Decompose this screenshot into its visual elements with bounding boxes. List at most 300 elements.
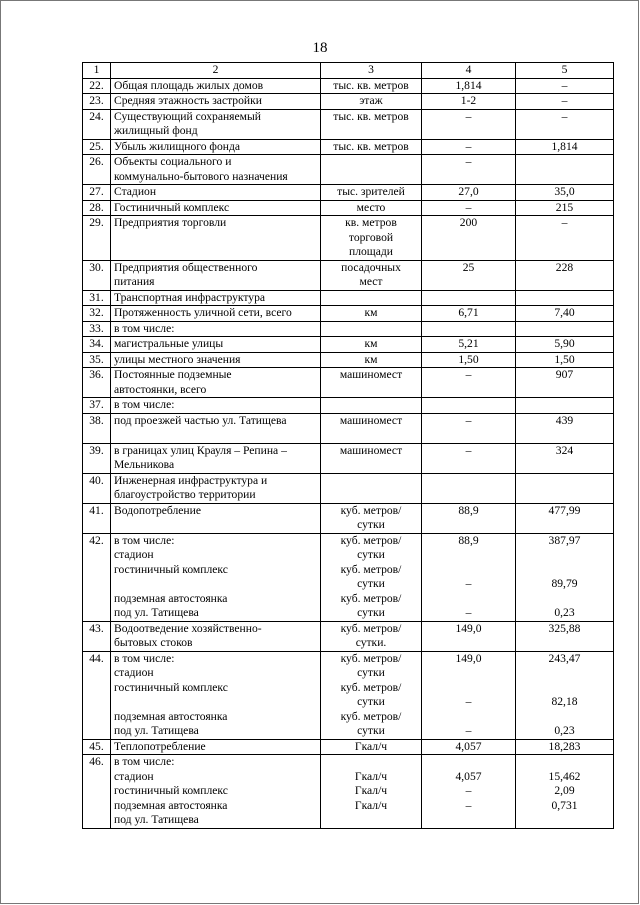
cell-line: – [465, 695, 472, 708]
row-name [111, 473, 321, 503]
row-name [111, 260, 321, 290]
row-value-existing [422, 200, 516, 216]
cell-line: тыс. зрителей [337, 185, 405, 198]
row-number: 38. [83, 413, 111, 443]
cell-line [324, 474, 418, 489]
cell-line [425, 710, 512, 725]
cell-line: стадион [114, 666, 154, 679]
row-unit [321, 185, 422, 201]
cell-line: сутки. [355, 636, 387, 649]
cell-line: Мельникова [114, 458, 175, 471]
cell-line: коммунально-бытового назначения [114, 169, 288, 183]
row-number: 22. [83, 78, 111, 94]
row-unit [321, 443, 422, 473]
cell-line: 7,40 [554, 306, 575, 319]
cell-line: 325,88 [548, 621, 581, 635]
cell-line: сутки [357, 606, 385, 619]
row-value-existing [422, 473, 516, 503]
cell-line: 149,0 [455, 621, 482, 635]
cell-line: 18,283 [548, 739, 581, 753]
row-number: 28. [83, 200, 111, 216]
cell-line: Протяженность уличной сети, всего [114, 306, 292, 319]
cell-line: 5,21 [458, 337, 479, 350]
row-number: 29. [83, 216, 111, 261]
row-value-projected [516, 78, 614, 94]
cell-line: 1,50 [458, 352, 479, 366]
cell-line: этаж [359, 94, 383, 107]
row-value-existing [422, 503, 516, 533]
row-value-existing [422, 621, 516, 651]
table-row [83, 260, 614, 290]
cell-line: 324 [555, 443, 574, 457]
row-name [111, 155, 321, 185]
row-value-projected [516, 739, 614, 755]
cell-line: Общая площадь жилых домов [114, 78, 264, 92]
header-cell: 2 [111, 63, 321, 79]
row-unit [321, 94, 422, 110]
row-value-projected [516, 216, 614, 261]
row-value-projected [516, 321, 614, 337]
row-number: 41. [83, 503, 111, 533]
cell-line: 1,814 [455, 78, 482, 92]
row-value-projected [516, 94, 614, 110]
row-unit [321, 260, 422, 290]
cell-line: место [356, 200, 386, 214]
cell-line: под ул. Татищева [114, 813, 199, 826]
cell-line: – [465, 606, 472, 619]
cell-line: – [465, 577, 472, 590]
cell-line: торговой [348, 230, 394, 244]
cell-line: под ул. Татищева [114, 606, 199, 619]
cell-line: Убыль жилищного фонда [114, 139, 240, 153]
row-number: 23. [83, 94, 111, 110]
row-unit [321, 306, 422, 322]
table-row [83, 651, 614, 739]
row-name [111, 200, 321, 216]
row-value-existing [422, 260, 516, 290]
cell-line: сутки [357, 695, 385, 708]
cell-line [324, 755, 418, 770]
cell-line [425, 548, 512, 563]
row-number: 34. [83, 337, 111, 353]
row-name [111, 413, 321, 443]
cell-line [519, 592, 610, 607]
row-value-projected [516, 503, 614, 533]
cell-line [324, 813, 418, 828]
cell-line [519, 155, 610, 170]
cell-line: в том числе: [114, 755, 175, 768]
cell-line: магистральные улицы [114, 337, 224, 350]
cell-line: куб. метров/ [340, 709, 402, 723]
row-value-projected [516, 413, 614, 443]
table-row [83, 337, 614, 353]
row-value-existing [422, 185, 516, 201]
cell-line: тыс. кв. метров [333, 109, 409, 123]
cell-line: – [465, 784, 472, 797]
row-number: 24. [83, 109, 111, 139]
cell-line [519, 322, 610, 337]
row-value-projected [516, 290, 614, 306]
cell-line: в границах улиц Крауля – Репина – [114, 443, 287, 457]
cell-line: сутки [357, 577, 385, 590]
row-name [111, 533, 321, 621]
cell-line: 6,71 [458, 306, 479, 319]
table-row [83, 321, 614, 337]
row-unit [321, 109, 422, 139]
cell-line: автостоянки, всего [114, 382, 207, 396]
cell-line [425, 563, 512, 578]
cell-line: 2,09 [554, 784, 575, 797]
row-unit [321, 473, 422, 503]
row-number: 26. [83, 155, 111, 185]
cell-line: в том числе: [114, 398, 175, 411]
row-name [111, 739, 321, 755]
row-value-projected [516, 621, 614, 651]
row-value-projected [516, 443, 614, 473]
row-value-projected [516, 185, 614, 201]
cell-line: 439 [555, 413, 574, 427]
row-name [111, 621, 321, 651]
cell-line: гостиничный комплекс [114, 680, 228, 694]
cell-line: Постоянные подземные [114, 368, 232, 381]
cell-line: Гостиничный комплекс [114, 200, 230, 214]
row-number: 35. [83, 352, 111, 368]
cell-line [519, 755, 610, 770]
row-number: 27. [83, 185, 111, 201]
cell-line: под проезжей частью ул. Татищева [114, 413, 287, 427]
row-unit [321, 621, 422, 651]
cell-line: 228 [555, 260, 574, 274]
row-value-existing [422, 290, 516, 306]
table-row [83, 739, 614, 755]
row-unit [321, 139, 422, 155]
cell-line [519, 474, 610, 489]
cell-line [425, 592, 512, 607]
cell-line [114, 577, 317, 592]
cell-line: 907 [555, 368, 574, 381]
cell-line: Инженерная инфраструктура и [114, 473, 268, 487]
cell-line: Предприятия торговли [114, 216, 227, 229]
cell-line: куб. метров/ [340, 621, 402, 635]
row-number: 30. [83, 260, 111, 290]
cell-line: куб. метров/ [340, 533, 402, 547]
row-value-projected [516, 473, 614, 503]
row-unit [321, 413, 422, 443]
cell-line: – [465, 109, 472, 123]
cell-line: 4,057 [455, 739, 482, 753]
row-number: 39. [83, 443, 111, 473]
cell-line: Стадион [114, 185, 157, 198]
row-value-projected [516, 398, 614, 414]
cell-line: 27,0 [458, 185, 479, 198]
cell-line: куб. метров/ [340, 591, 402, 605]
cell-line: Предприятия общественного [114, 260, 258, 274]
cell-line [425, 322, 512, 337]
row-value-existing [422, 755, 516, 829]
table-row [83, 352, 614, 368]
row-value-existing [422, 109, 516, 139]
cell-line: 149,0 [455, 651, 482, 665]
cell-line [519, 563, 610, 578]
cell-line: сутки [357, 518, 385, 531]
row-number: 32. [83, 306, 111, 322]
cell-line: Гкал/ч [354, 798, 388, 812]
cell-line: в том числе: [114, 651, 175, 665]
cell-line [519, 666, 610, 681]
cell-line [425, 291, 512, 306]
cell-line: жилищный фонд [114, 124, 198, 137]
row-unit [321, 755, 422, 829]
row-value-projected [516, 352, 614, 368]
cell-line: питания [114, 275, 155, 288]
row-value-existing [422, 337, 516, 353]
row-unit [321, 503, 422, 533]
row-unit [321, 398, 422, 414]
row-value-existing [422, 306, 516, 322]
row-number: 45. [83, 739, 111, 755]
cell-line: 82,18 [551, 695, 578, 708]
cell-line: Водопотребление [114, 503, 201, 517]
cell-line: Теплопотребление [114, 739, 206, 753]
table-row [83, 200, 614, 216]
header-cell: 1 [83, 63, 111, 79]
row-number: 37. [83, 398, 111, 414]
cell-line: – [465, 155, 472, 168]
row-unit [321, 533, 422, 621]
cell-line: – [561, 94, 568, 107]
cell-line: 25 [462, 260, 475, 274]
cell-line: Водоотведение хозяйственно- [114, 621, 262, 635]
table-row [83, 533, 614, 621]
row-value-existing [422, 94, 516, 110]
row-value-existing [422, 398, 516, 414]
cell-line: Гкал/ч [354, 784, 388, 797]
cell-line: 1-2 [460, 94, 477, 107]
cell-line [519, 398, 610, 413]
cell-line: 243,47 [548, 651, 581, 665]
row-number: 44. [83, 651, 111, 739]
row-name [111, 321, 321, 337]
row-value-existing [422, 651, 516, 739]
cell-line: гостиничный комплекс [114, 562, 228, 576]
table-row [83, 443, 614, 473]
cell-line [519, 681, 610, 696]
row-value-projected [516, 651, 614, 739]
table-row [83, 503, 614, 533]
cell-line [425, 813, 512, 828]
cell-line: мест [359, 275, 383, 288]
row-unit [321, 155, 422, 185]
cell-line: куб. метров/ [340, 562, 402, 576]
cell-line: 5,90 [554, 337, 575, 350]
table-row [83, 155, 614, 185]
table-body [83, 78, 614, 828]
cell-line: машиномест [339, 443, 403, 457]
row-value-projected [516, 306, 614, 322]
row-value-projected [516, 200, 614, 216]
cell-line: – [465, 139, 472, 153]
cell-line [519, 710, 610, 725]
cell-line: бытовых стоков [114, 636, 193, 649]
row-number: 33. [83, 321, 111, 337]
cell-line: 88,9 [458, 503, 479, 517]
row-value-existing [422, 413, 516, 443]
cell-line [425, 681, 512, 696]
row-number: 36. [83, 368, 111, 398]
cell-line [114, 695, 317, 710]
row-value-existing [422, 533, 516, 621]
table-row [83, 185, 614, 201]
row-name [111, 306, 321, 322]
row-name [111, 443, 321, 473]
cell-line: в том числе: [114, 321, 175, 335]
row-unit [321, 739, 422, 755]
row-value-projected [516, 109, 614, 139]
row-value-projected [516, 260, 614, 290]
row-unit [321, 368, 422, 398]
table-row [83, 398, 614, 414]
cell-line: 0,731 [551, 798, 578, 812]
row-value-existing [422, 155, 516, 185]
cell-line: – [465, 368, 472, 381]
cell-line: км [364, 337, 378, 350]
cell-line: машиномест [339, 368, 403, 381]
cell-line: в том числе: [114, 533, 175, 547]
row-number: 25. [83, 139, 111, 155]
indicators-table [82, 62, 614, 829]
cell-line: 89,79 [551, 577, 578, 590]
cell-line: машиномест [339, 413, 403, 427]
row-value-existing [422, 443, 516, 473]
cell-line: благоустройство территории [114, 488, 256, 501]
table-row [83, 306, 614, 322]
cell-line: Транспортная инфраструктура [114, 290, 266, 304]
cell-line: – [465, 443, 472, 457]
row-name [111, 290, 321, 306]
table-row [83, 368, 614, 398]
cell-line: площади [349, 245, 393, 258]
cell-line: 477,99 [548, 503, 581, 517]
cell-line: 387,97 [548, 533, 581, 547]
cell-line: под ул. Татищева [114, 724, 199, 737]
row-name [111, 503, 321, 533]
cell-line: 0,23 [554, 606, 575, 619]
row-value-existing [422, 739, 516, 755]
row-number: 42. [83, 533, 111, 621]
cell-line: 88,9 [458, 533, 479, 547]
row-value-projected [516, 755, 614, 829]
table-row [83, 755, 614, 829]
row-value-projected [516, 155, 614, 185]
row-number: 31. [83, 290, 111, 306]
cell-line [324, 398, 418, 413]
row-unit [321, 290, 422, 306]
cell-line: 35,0 [554, 185, 575, 198]
table-row [83, 413, 614, 443]
row-number: 40. [83, 473, 111, 503]
cell-line: 4,057 [455, 769, 482, 783]
row-name [111, 398, 321, 414]
cell-line [519, 813, 610, 828]
cell-line: Гкал/ч [354, 769, 388, 783]
cell-line: кв. метров [345, 216, 397, 229]
header-row [83, 63, 614, 79]
cell-line: 215 [555, 200, 574, 214]
table-row [83, 109, 614, 139]
header-cell: 4 [422, 63, 516, 79]
cell-line [324, 155, 418, 170]
cell-line [519, 548, 610, 563]
row-name [111, 368, 321, 398]
row-number: 46. [83, 755, 111, 829]
row-value-existing [422, 78, 516, 94]
row-value-projected [516, 337, 614, 353]
cell-line: – [465, 413, 472, 427]
cell-line: 200 [459, 216, 478, 229]
row-unit [321, 78, 422, 94]
row-name [111, 94, 321, 110]
cell-line: куб. метров/ [340, 680, 402, 694]
cell-line [324, 322, 418, 337]
row-value-projected [516, 139, 614, 155]
table-row [83, 290, 614, 306]
table-row [83, 473, 614, 503]
row-name [111, 216, 321, 261]
row-name [111, 755, 321, 829]
cell-line: подземная автостоянка [114, 798, 228, 812]
cell-line: сутки [357, 548, 385, 561]
page-number: 18 [312, 40, 328, 56]
cell-line: гостиничный комплекс [114, 784, 228, 797]
row-name [111, 337, 321, 353]
cell-line: Существующий сохраняемый [114, 109, 261, 123]
table-row [83, 216, 614, 261]
cell-line: – [465, 798, 472, 812]
cell-line [519, 291, 610, 306]
row-name [111, 651, 321, 739]
table-row [83, 139, 614, 155]
cell-line: сутки [357, 724, 385, 737]
row-value-existing [422, 352, 516, 368]
cell-line: – [465, 200, 472, 214]
row-value-existing [422, 321, 516, 337]
row-unit [321, 321, 422, 337]
table-row [83, 94, 614, 110]
row-value-existing [422, 216, 516, 261]
header-cell: 3 [321, 63, 422, 79]
row-unit [321, 216, 422, 261]
cell-line: стадион [114, 769, 154, 783]
cell-line [425, 666, 512, 681]
cell-line [114, 428, 317, 443]
row-name [111, 78, 321, 94]
row-unit [321, 651, 422, 739]
cell-line: сутки [357, 666, 385, 679]
cell-line: тыс. кв. метров [333, 139, 409, 153]
cell-line: подземная автостоянка [114, 709, 228, 723]
cell-line [324, 291, 418, 306]
row-number: 43. [83, 621, 111, 651]
cell-line: км [364, 352, 378, 366]
row-name [111, 185, 321, 201]
row-value-existing [422, 139, 516, 155]
cell-line: куб. метров/ [340, 651, 402, 665]
cell-line: улицы местного значения [114, 352, 241, 366]
cell-line: – [465, 724, 472, 737]
cell-line: куб. метров/ [340, 503, 402, 517]
row-value-projected [516, 533, 614, 621]
row-name [111, 139, 321, 155]
